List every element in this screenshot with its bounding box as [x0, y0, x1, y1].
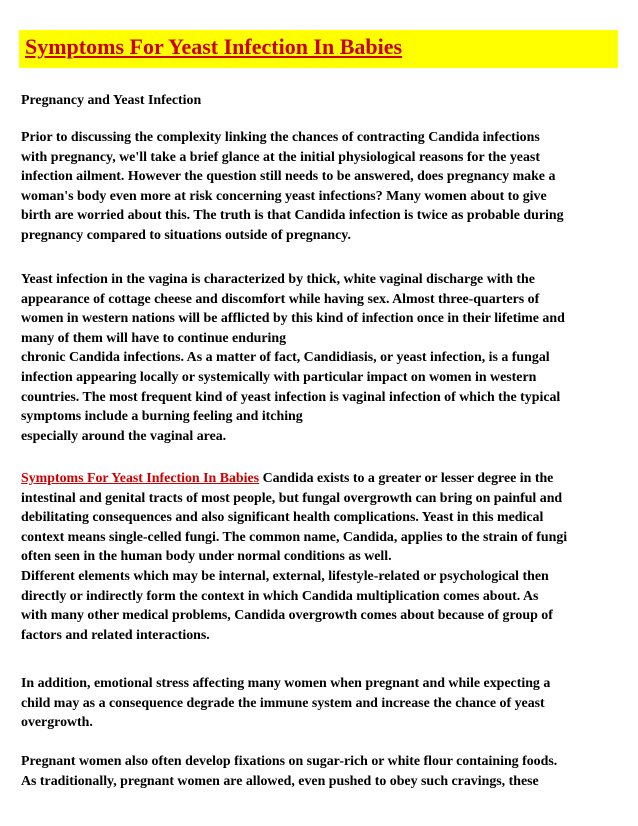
- paragraph-4: [21, 674, 621, 733]
- paragraph-line: [21, 469, 621, 489]
- paragraph-line: child may as a consequence degrade the immune system and increase the chance of yeast: [21, 695, 545, 711]
- paragraph-line: Prior to discussing the complexity linking the chances of contracting Candida infections: [21, 130, 540, 145]
- paragraph-line: intestinal and genital tracts of most people, but fungal overgrowth can bring on painful and: [21, 490, 563, 506]
- paragraph-line: context means single-celled fungi. The common name, Candida, applies to the strain of fungi: [21, 529, 568, 545]
- title-banner: [19, 30, 618, 68]
- title-link[interactable]: Symptoms For Yeast Infection In Babies: [21, 471, 260, 486]
- paragraph-line: directly or indirectly form the context in which Candida multiplication comes about. As: [21, 588, 539, 604]
- paragraph-line: appearance of cottage cheese and discomfort while having sex. Almost three-quarters of: [21, 291, 540, 307]
- paragraph-line: women in western nations will be afflicted by this kind of infection once in their lifetime and: [21, 311, 565, 327]
- paragraph-line: symptoms include a burning feeling and itching: [21, 409, 303, 425]
- paragraph-line: woman's body even more at risk concerning yeast infections? Many women about to give: [21, 188, 547, 204]
- subheading-text: Pregnancy and Yeast Infection: [21, 93, 202, 108]
- paragraph-line: infection appearing locally or systemically with particular impact on women in western: [21, 369, 537, 385]
- paragraph-line: factors and related interactions.: [21, 627, 210, 643]
- paragraph-line: Yeast infection in the vagina is characterized by thick, white vaginal discharge with the: [21, 272, 535, 287]
- paragraph-line: many of them will have to continue enduring: [21, 330, 287, 346]
- paragraph-line: with pregnancy, we'll take a brief glance at the initial physiological reasons for the yeast: [21, 149, 540, 165]
- paragraph-line: debilitating consequences and also significant health complications. Yeast in this medical: [21, 510, 544, 526]
- paragraph-line: with many other medical problems, Candida overgrowth comes about because of group of: [21, 608, 553, 624]
- paragraph-line: especially around the vaginal area.: [21, 428, 227, 444]
- paragraph-2: [21, 270, 621, 446]
- paragraph-5: [21, 752, 621, 791]
- paragraph-line: pregnancy compared to situations outside of pregnancy.: [21, 227, 351, 243]
- paragraph-line: Pregnant women also often develop fixations on sugar-rich or white flour containing foods.: [21, 754, 558, 769]
- paragraph-line: infection ailment. However the question still needs to be answered, does pregnancy make a: [21, 169, 556, 185]
- paragraph-line: often seen in the human body under normal conditions as well.: [21, 549, 392, 565]
- paragraph-line: In addition, emotional stress affecting many women when pregnant and while expecting a: [21, 676, 551, 691]
- paragraph-line-rest: Candida exists to a greater or lesser degree in the: [259, 471, 554, 486]
- paragraph-line: countries. The most frequent kind of yeast infection is vaginal infection of which the typical: [21, 389, 561, 405]
- paragraph-1: [21, 128, 621, 246]
- paragraph-line: Different elements which may be internal, external, lifestyle-related or psychological then: [21, 568, 549, 584]
- paragraph-line: birth are worried about this. The truth is that Candida infection is twice as probable during: [21, 208, 564, 224]
- paragraph-line: As traditionally, pregnant women are allowed, even pushed to obey such cravings, these: [21, 773, 539, 789]
- subheading: [21, 91, 621, 111]
- paragraph-3: [21, 469, 621, 645]
- document-title: Symptoms For Yeast Infection In Babies: [25, 34, 403, 59]
- paragraph-line: overgrowth.: [21, 715, 93, 731]
- paragraph-line: chronic Candida infections. As a matter of fact, Candidiasis, or yeast infection, is a fungal: [21, 350, 550, 366]
